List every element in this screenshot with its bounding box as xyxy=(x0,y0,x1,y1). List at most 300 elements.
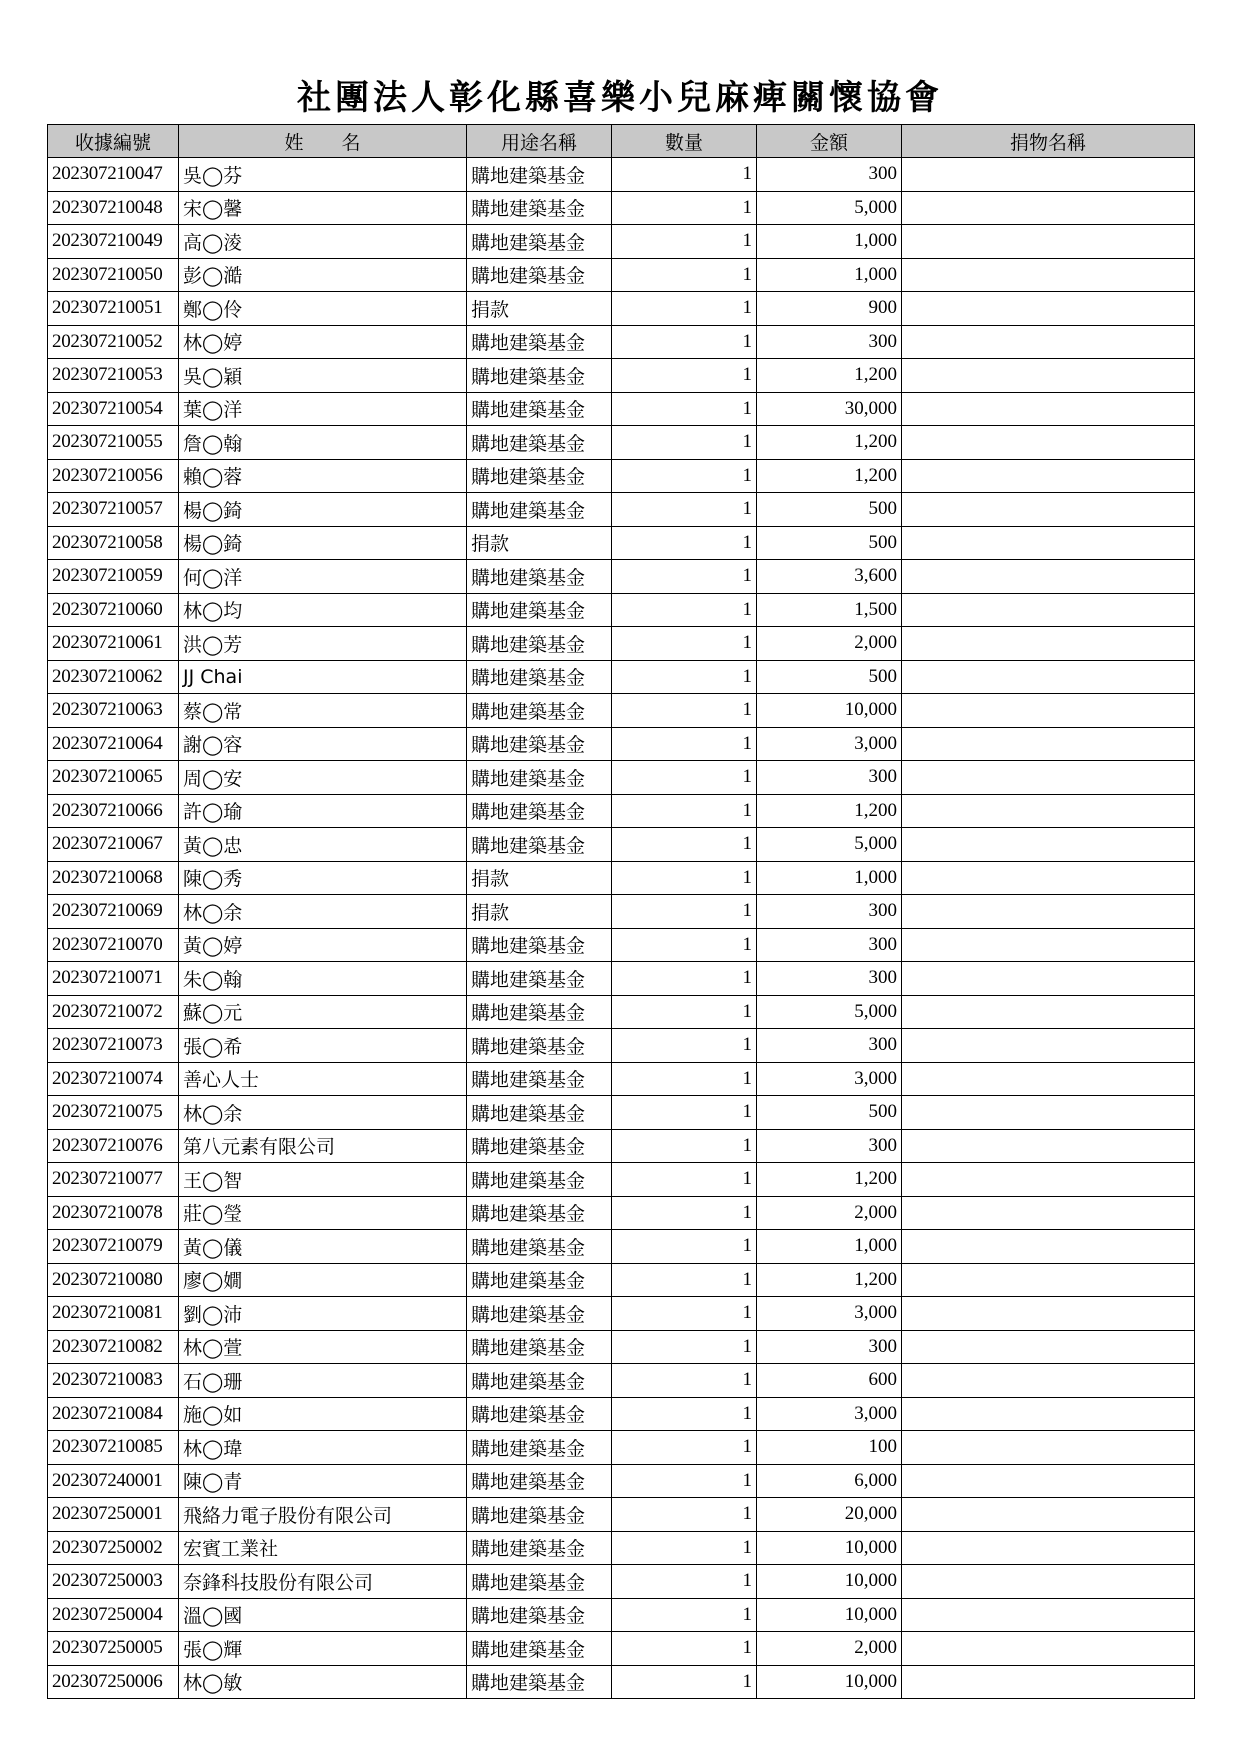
table-row xyxy=(48,1431,1195,1465)
table-row xyxy=(48,1096,1195,1130)
table-row xyxy=(48,426,1195,460)
cell-receipt-no: 202307210067 xyxy=(48,828,179,862)
table-row xyxy=(48,459,1195,493)
cell-purpose: 購地建築基金 xyxy=(467,1330,612,1364)
cell-amount: 5,000 xyxy=(757,191,902,225)
cell-item-name xyxy=(902,1230,1195,1264)
cell-quantity: 1 xyxy=(612,493,757,527)
cell-purpose: 購地建築基金 xyxy=(467,627,612,661)
cell-receipt-no: 202307250001 xyxy=(48,1498,179,1532)
cell-name: 張◯希 xyxy=(179,1029,467,1063)
cell-name: 鄭◯伶 xyxy=(179,292,467,326)
cell-amount: 3,000 xyxy=(757,1297,902,1331)
cell-purpose: 購地建築基金 xyxy=(467,1598,612,1632)
cell-receipt-no: 202307210068 xyxy=(48,861,179,895)
cell-item-name xyxy=(902,593,1195,627)
cell-quantity: 1 xyxy=(612,1364,757,1398)
cell-purpose: 購地建築基金 xyxy=(467,493,612,527)
cell-item-name xyxy=(902,1565,1195,1599)
table-row xyxy=(48,158,1195,192)
cell-name: 石◯珊 xyxy=(179,1364,467,1398)
cell-name: 林◯婷 xyxy=(179,325,467,359)
cell-receipt-no: 202307210065 xyxy=(48,761,179,795)
cell-item-name xyxy=(902,1096,1195,1130)
col-header-item-name: 捐物名稱 xyxy=(902,125,1195,158)
cell-amount: 3,000 xyxy=(757,727,902,761)
cell-quantity: 1 xyxy=(612,158,757,192)
cell-quantity: 1 xyxy=(612,727,757,761)
cell-quantity: 1 xyxy=(612,1129,757,1163)
cell-quantity: 1 xyxy=(612,761,757,795)
cell-amount: 500 xyxy=(757,526,902,560)
cell-receipt-no: 202307210083 xyxy=(48,1364,179,1398)
cell-amount: 500 xyxy=(757,493,902,527)
cell-purpose: 購地建築基金 xyxy=(467,560,612,594)
cell-name: 王◯智 xyxy=(179,1163,467,1197)
cell-receipt-no: 202307210049 xyxy=(48,225,179,259)
cell-item-name xyxy=(902,1431,1195,1465)
cell-item-name xyxy=(902,962,1195,996)
cell-amount: 1,000 xyxy=(757,861,902,895)
table-row xyxy=(48,359,1195,393)
table-row xyxy=(48,1297,1195,1331)
cell-purpose: 購地建築基金 xyxy=(467,828,612,862)
cell-quantity: 1 xyxy=(612,1565,757,1599)
cell-purpose: 捐款 xyxy=(467,861,612,895)
cell-name: 林◯萱 xyxy=(179,1330,467,1364)
cell-item-name xyxy=(902,459,1195,493)
cell-purpose: 購地建築基金 xyxy=(467,794,612,828)
cell-purpose: 捐款 xyxy=(467,526,612,560)
cell-item-name xyxy=(902,258,1195,292)
cell-item-name xyxy=(902,1263,1195,1297)
cell-quantity: 1 xyxy=(612,962,757,996)
cell-purpose: 購地建築基金 xyxy=(467,1029,612,1063)
cell-purpose: 購地建築基金 xyxy=(467,1297,612,1331)
table-row xyxy=(48,560,1195,594)
table-body xyxy=(48,158,1195,1699)
cell-name: 吳◯穎 xyxy=(179,359,467,393)
cell-name: 溫◯國 xyxy=(179,1598,467,1632)
cell-name: 周◯安 xyxy=(179,761,467,795)
cell-amount: 300 xyxy=(757,1129,902,1163)
cell-quantity: 1 xyxy=(612,526,757,560)
cell-name: 林◯瑋 xyxy=(179,1431,467,1465)
cell-item-name xyxy=(902,861,1195,895)
cell-purpose: 購地建築基金 xyxy=(467,359,612,393)
cell-quantity: 1 xyxy=(612,1230,757,1264)
cell-quantity: 1 xyxy=(612,1330,757,1364)
cell-item-name xyxy=(902,526,1195,560)
cell-item-name xyxy=(902,1464,1195,1498)
cell-purpose: 購地建築基金 xyxy=(467,1498,612,1532)
donation-table xyxy=(47,124,1195,1699)
cell-amount: 1,500 xyxy=(757,593,902,627)
cell-amount: 1,000 xyxy=(757,1230,902,1264)
cell-amount: 3,000 xyxy=(757,1062,902,1096)
cell-amount: 10,000 xyxy=(757,1531,902,1565)
cell-amount: 1,200 xyxy=(757,1163,902,1197)
cell-name: 彭◯澔 xyxy=(179,258,467,292)
cell-receipt-no: 202307210058 xyxy=(48,526,179,560)
cell-receipt-no: 202307210057 xyxy=(48,493,179,527)
table-row xyxy=(48,1498,1195,1532)
cell-amount: 2,000 xyxy=(757,627,902,661)
table-row xyxy=(48,828,1195,862)
cell-name: 善心人士 xyxy=(179,1062,467,1096)
table-row xyxy=(48,1163,1195,1197)
cell-receipt-no: 202307210059 xyxy=(48,560,179,594)
table-row xyxy=(48,1464,1195,1498)
page-title: 社團法人彰化縣喜樂小兒麻痺關懷協會 xyxy=(297,78,943,118)
cell-quantity: 1 xyxy=(612,895,757,929)
cell-purpose: 購地建築基金 xyxy=(467,325,612,359)
cell-name: 高◯淩 xyxy=(179,225,467,259)
table-row xyxy=(48,1364,1195,1398)
table-row xyxy=(48,325,1195,359)
cell-quantity: 1 xyxy=(612,794,757,828)
cell-receipt-no: 202307210075 xyxy=(48,1096,179,1130)
cell-purpose: 購地建築基金 xyxy=(467,1230,612,1264)
cell-item-name xyxy=(902,1129,1195,1163)
cell-receipt-no: 202307210050 xyxy=(48,258,179,292)
cell-quantity: 1 xyxy=(612,1598,757,1632)
cell-amount: 300 xyxy=(757,325,902,359)
cell-receipt-no: 202307210063 xyxy=(48,694,179,728)
cell-quantity: 1 xyxy=(612,1196,757,1230)
cell-quantity: 1 xyxy=(612,660,757,694)
cell-purpose: 購地建築基金 xyxy=(467,995,612,1029)
cell-quantity: 1 xyxy=(612,1062,757,1096)
cell-receipt-no: 202307210072 xyxy=(48,995,179,1029)
cell-purpose: 購地建築基金 xyxy=(467,191,612,225)
cell-receipt-no: 202307210048 xyxy=(48,191,179,225)
cell-quantity: 1 xyxy=(612,325,757,359)
cell-amount: 300 xyxy=(757,1330,902,1364)
cell-purpose: 購地建築基金 xyxy=(467,1531,612,1565)
cell-amount: 1,000 xyxy=(757,225,902,259)
cell-receipt-no: 202307210082 xyxy=(48,1330,179,1364)
cell-item-name xyxy=(902,794,1195,828)
table-row xyxy=(48,861,1195,895)
cell-name: 林◯敏 xyxy=(179,1665,467,1699)
cell-receipt-no: 202307210073 xyxy=(48,1029,179,1063)
cell-amount: 100 xyxy=(757,1431,902,1465)
cell-name: 劉◯沛 xyxy=(179,1297,467,1331)
cell-purpose: 購地建築基金 xyxy=(467,1665,612,1699)
cell-item-name xyxy=(902,158,1195,192)
table-row xyxy=(48,962,1195,996)
cell-purpose: 購地建築基金 xyxy=(467,1364,612,1398)
cell-name: 楊◯錡 xyxy=(179,493,467,527)
cell-purpose: 購地建築基金 xyxy=(467,1464,612,1498)
cell-purpose: 購地建築基金 xyxy=(467,694,612,728)
cell-quantity: 1 xyxy=(612,627,757,661)
cell-item-name xyxy=(902,1665,1195,1699)
table-row xyxy=(48,660,1195,694)
table-row xyxy=(48,1598,1195,1632)
cell-quantity: 1 xyxy=(612,1498,757,1532)
cell-amount: 300 xyxy=(757,928,902,962)
cell-amount: 6,000 xyxy=(757,1464,902,1498)
cell-purpose: 購地建築基金 xyxy=(467,258,612,292)
cell-item-name xyxy=(902,1062,1195,1096)
cell-purpose: 購地建築基金 xyxy=(467,1062,612,1096)
cell-purpose: 購地建築基金 xyxy=(467,392,612,426)
cell-receipt-no: 202307210062 xyxy=(48,660,179,694)
cell-quantity: 1 xyxy=(612,1531,757,1565)
cell-amount: 30,000 xyxy=(757,392,902,426)
table-row xyxy=(48,1330,1195,1364)
cell-quantity: 1 xyxy=(612,1632,757,1666)
cell-item-name xyxy=(902,660,1195,694)
cell-purpose: 購地建築基金 xyxy=(467,459,612,493)
cell-quantity: 1 xyxy=(612,560,757,594)
cell-name: 蔡◯常 xyxy=(179,694,467,728)
cell-item-name xyxy=(902,1297,1195,1331)
cell-amount: 1,200 xyxy=(757,459,902,493)
table-row xyxy=(48,1565,1195,1599)
cell-purpose: 購地建築基金 xyxy=(467,426,612,460)
cell-amount: 1,000 xyxy=(757,258,902,292)
cell-receipt-no: 202307210074 xyxy=(48,1062,179,1096)
col-header-quantity: 數量 xyxy=(612,125,757,158)
cell-purpose: 購地建築基金 xyxy=(467,1196,612,1230)
cell-item-name xyxy=(902,694,1195,728)
cell-amount: 1,200 xyxy=(757,794,902,828)
table-row xyxy=(48,1196,1195,1230)
table-row xyxy=(48,1129,1195,1163)
cell-name: 葉◯洋 xyxy=(179,392,467,426)
cell-amount: 2,000 xyxy=(757,1196,902,1230)
cell-amount: 5,000 xyxy=(757,828,902,862)
cell-receipt-no: 202307210070 xyxy=(48,928,179,962)
cell-receipt-no: 202307210066 xyxy=(48,794,179,828)
cell-amount: 300 xyxy=(757,895,902,929)
cell-quantity: 1 xyxy=(612,861,757,895)
cell-quantity: 1 xyxy=(612,1297,757,1331)
cell-name: 賴◯蓉 xyxy=(179,459,467,493)
table-row xyxy=(48,1062,1195,1096)
cell-quantity: 1 xyxy=(612,1397,757,1431)
table-row xyxy=(48,593,1195,627)
cell-name: 林◯余 xyxy=(179,895,467,929)
cell-quantity: 1 xyxy=(612,359,757,393)
cell-item-name xyxy=(902,1163,1195,1197)
col-header-amount: 金額 xyxy=(757,125,902,158)
cell-item-name xyxy=(902,1632,1195,1666)
cell-purpose: 購地建築基金 xyxy=(467,1163,612,1197)
cell-quantity: 1 xyxy=(612,1665,757,1699)
cell-amount: 10,000 xyxy=(757,1665,902,1699)
cell-receipt-no: 202307210061 xyxy=(48,627,179,661)
cell-item-name xyxy=(902,426,1195,460)
cell-item-name xyxy=(902,1364,1195,1398)
cell-name: 飛絡力電子股份有限公司 xyxy=(179,1498,467,1532)
table-row xyxy=(48,292,1195,326)
table-row xyxy=(48,627,1195,661)
cell-quantity: 1 xyxy=(612,694,757,728)
cell-receipt-no: 202307210054 xyxy=(48,392,179,426)
cell-purpose: 購地建築基金 xyxy=(467,1263,612,1297)
cell-item-name xyxy=(902,627,1195,661)
cell-item-name xyxy=(902,828,1195,862)
table-row xyxy=(48,392,1195,426)
cell-receipt-no: 202307210076 xyxy=(48,1129,179,1163)
cell-receipt-no: 202307210060 xyxy=(48,593,179,627)
table-row xyxy=(48,761,1195,795)
cell-receipt-no: 202307210052 xyxy=(48,325,179,359)
cell-receipt-no: 202307250006 xyxy=(48,1665,179,1699)
cell-quantity: 1 xyxy=(612,1431,757,1465)
cell-name: 宏賓工業社 xyxy=(179,1531,467,1565)
cell-receipt-no: 202307210084 xyxy=(48,1397,179,1431)
cell-amount: 300 xyxy=(757,158,902,192)
cell-quantity: 1 xyxy=(612,828,757,862)
cell-name: 吳◯芬 xyxy=(179,158,467,192)
cell-purpose: 購地建築基金 xyxy=(467,1096,612,1130)
cell-quantity: 1 xyxy=(612,1263,757,1297)
cell-name: 廖◯嫺 xyxy=(179,1263,467,1297)
cell-name: 林◯余 xyxy=(179,1096,467,1130)
cell-quantity: 1 xyxy=(612,292,757,326)
cell-amount: 3,000 xyxy=(757,1397,902,1431)
cell-receipt-no: 202307240001 xyxy=(48,1464,179,1498)
cell-purpose: 捐款 xyxy=(467,895,612,929)
cell-name: 楊◯錡 xyxy=(179,526,467,560)
cell-amount: 3,600 xyxy=(757,560,902,594)
cell-purpose: 購地建築基金 xyxy=(467,158,612,192)
cell-item-name xyxy=(902,1029,1195,1063)
table-row xyxy=(48,995,1195,1029)
cell-receipt-no: 202307210078 xyxy=(48,1196,179,1230)
cell-item-name xyxy=(902,1330,1195,1364)
cell-receipt-no: 202307210080 xyxy=(48,1263,179,1297)
cell-amount: 10,000 xyxy=(757,1598,902,1632)
cell-name: 蘇◯元 xyxy=(179,995,467,1029)
table-row xyxy=(48,1632,1195,1666)
cell-item-name xyxy=(902,493,1195,527)
cell-item-name xyxy=(902,359,1195,393)
cell-quantity: 1 xyxy=(612,258,757,292)
cell-item-name xyxy=(902,928,1195,962)
cell-amount: 2,000 xyxy=(757,1632,902,1666)
cell-name: 洪◯芳 xyxy=(179,627,467,661)
cell-amount: 300 xyxy=(757,761,902,795)
cell-receipt-no: 202307210085 xyxy=(48,1431,179,1465)
cell-purpose: 購地建築基金 xyxy=(467,761,612,795)
table-row xyxy=(48,258,1195,292)
cell-item-name xyxy=(902,560,1195,594)
cell-purpose: 購地建築基金 xyxy=(467,727,612,761)
cell-quantity: 1 xyxy=(612,459,757,493)
table-row xyxy=(48,1397,1195,1431)
cell-purpose: 購地建築基金 xyxy=(467,593,612,627)
cell-amount: 10,000 xyxy=(757,1565,902,1599)
cell-item-name xyxy=(902,1531,1195,1565)
cell-receipt-no: 202307210081 xyxy=(48,1297,179,1331)
cell-item-name xyxy=(902,1498,1195,1532)
cell-name: 第八元素有限公司 xyxy=(179,1129,467,1163)
cell-name: JJ Chai xyxy=(179,660,467,694)
cell-quantity: 1 xyxy=(612,995,757,1029)
cell-purpose: 購地建築基金 xyxy=(467,1129,612,1163)
cell-purpose: 購地建築基金 xyxy=(467,1431,612,1465)
table-row xyxy=(48,526,1195,560)
cell-amount: 300 xyxy=(757,1029,902,1063)
cell-receipt-no: 202307250005 xyxy=(48,1632,179,1666)
cell-name: 施◯如 xyxy=(179,1397,467,1431)
cell-receipt-no: 202307210079 xyxy=(48,1230,179,1264)
cell-purpose: 捐款 xyxy=(467,292,612,326)
cell-name: 謝◯容 xyxy=(179,727,467,761)
table-row xyxy=(48,191,1195,225)
table-row xyxy=(48,727,1195,761)
cell-receipt-no: 202307250004 xyxy=(48,1598,179,1632)
table-row xyxy=(48,1230,1195,1264)
cell-quantity: 1 xyxy=(612,593,757,627)
cell-name: 黃◯忠 xyxy=(179,828,467,862)
cell-receipt-no: 202307250002 xyxy=(48,1531,179,1565)
cell-amount: 5,000 xyxy=(757,995,902,1029)
cell-name: 張◯輝 xyxy=(179,1632,467,1666)
cell-name: 陳◯秀 xyxy=(179,861,467,895)
cell-item-name xyxy=(902,1598,1195,1632)
table-row xyxy=(48,928,1195,962)
cell-quantity: 1 xyxy=(612,1029,757,1063)
table-row xyxy=(48,895,1195,929)
table-row xyxy=(48,1263,1195,1297)
cell-purpose: 購地建築基金 xyxy=(467,225,612,259)
cell-receipt-no: 202307210051 xyxy=(48,292,179,326)
cell-quantity: 1 xyxy=(612,392,757,426)
cell-item-name xyxy=(902,761,1195,795)
cell-amount: 300 xyxy=(757,962,902,996)
cell-name: 詹◯翰 xyxy=(179,426,467,460)
cell-name: 莊◯瑩 xyxy=(179,1196,467,1230)
cell-name: 朱◯翰 xyxy=(179,962,467,996)
cell-item-name xyxy=(902,995,1195,1029)
table-header-row xyxy=(48,125,1195,158)
cell-item-name xyxy=(902,1397,1195,1431)
cell-receipt-no: 202307210053 xyxy=(48,359,179,393)
cell-receipt-no: 202307210071 xyxy=(48,962,179,996)
cell-amount: 1,200 xyxy=(757,426,902,460)
cell-receipt-no: 202307210047 xyxy=(48,158,179,192)
table-row xyxy=(48,1665,1195,1699)
cell-item-name xyxy=(902,392,1195,426)
cell-quantity: 1 xyxy=(612,225,757,259)
col-header-receipt-no: 收據編號 xyxy=(48,125,179,158)
cell-quantity: 1 xyxy=(612,1096,757,1130)
cell-receipt-no: 202307210064 xyxy=(48,727,179,761)
cell-receipt-no: 202307250003 xyxy=(48,1565,179,1599)
col-header-purpose: 用途名稱 xyxy=(467,125,612,158)
cell-amount: 500 xyxy=(757,660,902,694)
cell-purpose: 購地建築基金 xyxy=(467,962,612,996)
cell-name: 奈鋒科技股份有限公司 xyxy=(179,1565,467,1599)
cell-name: 黃◯婷 xyxy=(179,928,467,962)
cell-receipt-no: 202307210069 xyxy=(48,895,179,929)
cell-quantity: 1 xyxy=(612,1464,757,1498)
cell-item-name xyxy=(902,325,1195,359)
cell-name: 宋◯馨 xyxy=(179,191,467,225)
cell-purpose: 購地建築基金 xyxy=(467,1632,612,1666)
cell-purpose: 購地建築基金 xyxy=(467,1565,612,1599)
cell-name: 黃◯儀 xyxy=(179,1230,467,1264)
cell-item-name xyxy=(902,727,1195,761)
cell-receipt-no: 202307210077 xyxy=(48,1163,179,1197)
